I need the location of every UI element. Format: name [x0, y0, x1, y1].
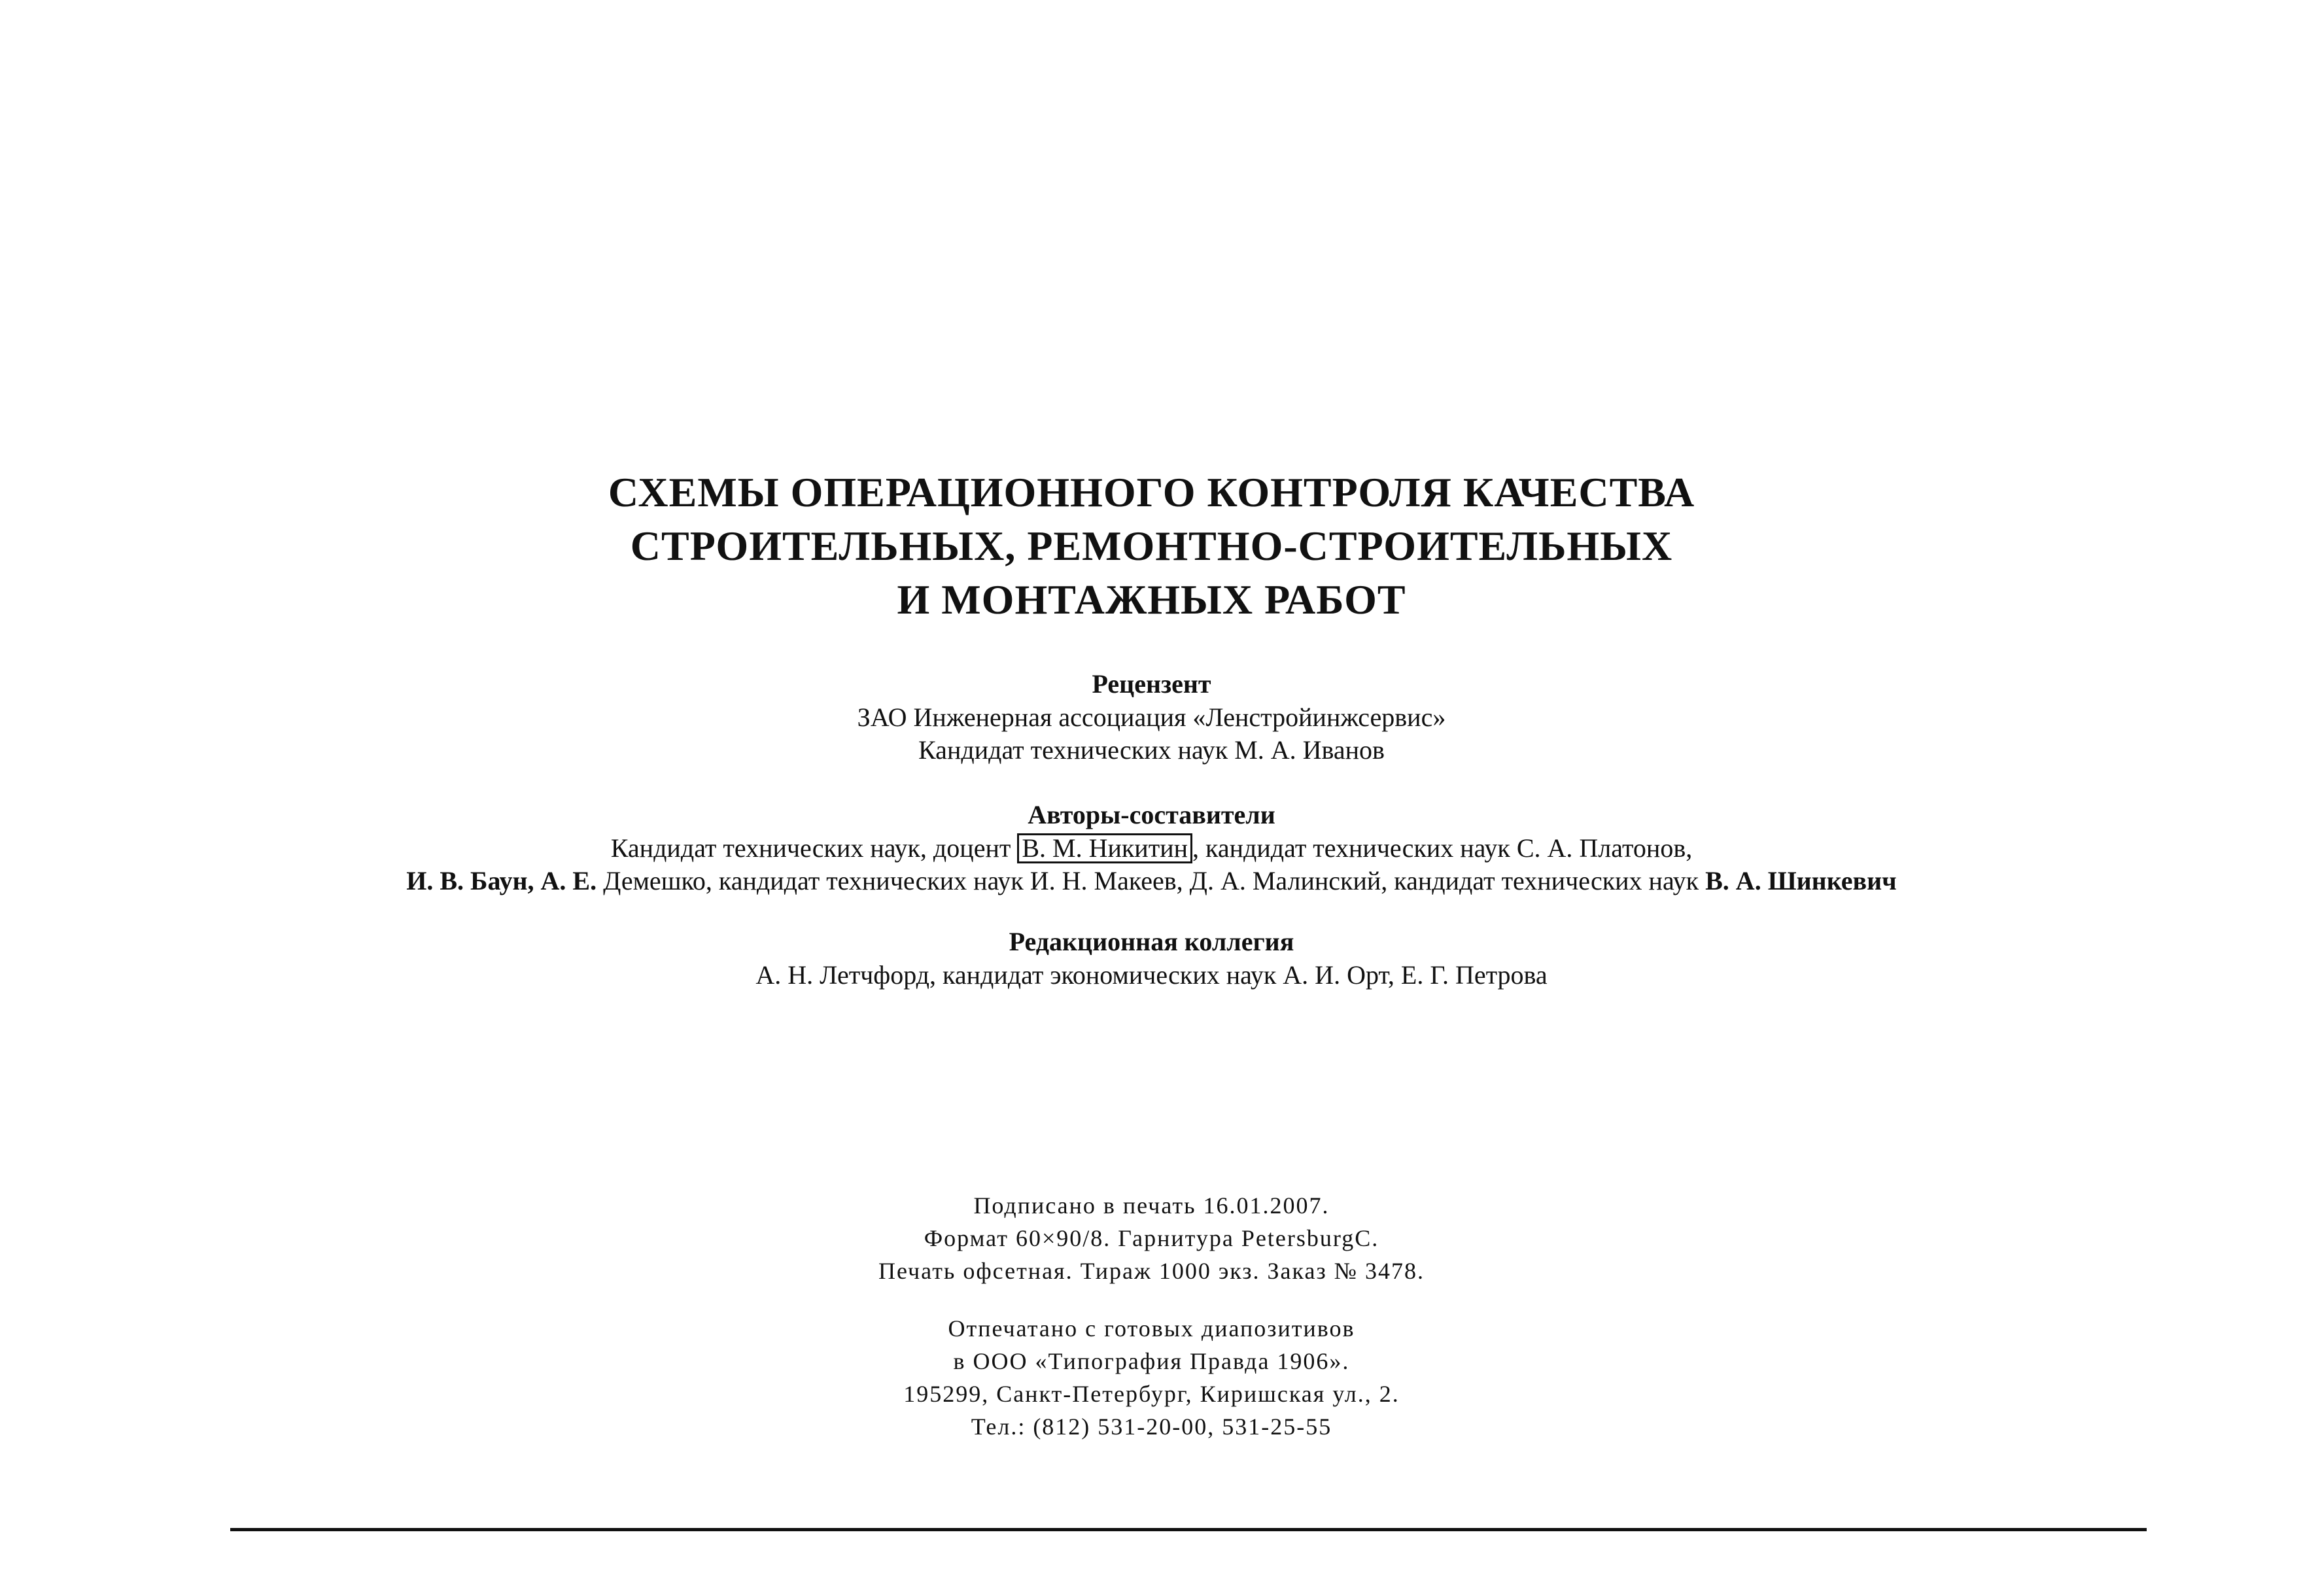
- title-line-1: СХЕМЫ ОПЕРАЦИОННОГО КОНТРОЛЯ КАЧЕСТВА: [608, 469, 1695, 515]
- reviewer-heading: Рецензент: [1092, 669, 1211, 699]
- imprint-printed-from: Отпечатано с готовых диапозитивов: [948, 1315, 1355, 1342]
- imprint-spacer: [0, 1287, 2303, 1312]
- imprint-printer: в ООО «Типография Правда 1906».: [953, 1348, 1350, 1374]
- reviewer-organization: ЗАО Инженерная ассоциация «Ленстройинжсервис»: [857, 703, 1446, 732]
- authors-line-1: [0, 832, 2303, 865]
- imprint-address: 195299, Санкт-Петербург, Киришская ул., 2.: [903, 1381, 1400, 1407]
- authors-line-2: [0, 865, 2303, 897]
- editors-list: А. Н. Летчфорд, кандидат экономических наук А. И. Орт, Е. Г. Петрова: [755, 960, 1548, 990]
- reviewer-section: [0, 667, 2303, 767]
- imprint-phone: Тел.: (812) 531-20-00, 531-25-55: [971, 1414, 1332, 1440]
- imprint-section: [0, 1189, 2303, 1443]
- title-line-2: СТРОИТЕЛЬНЫХ, РЕМОНТНО-СТРОИТЕЛЬНЫХ: [630, 523, 1673, 569]
- editors-heading: Редакционная коллегия: [1009, 927, 1294, 956]
- highlighted-author-name: В. М. Никитин: [1017, 833, 1192, 863]
- authors-line-2-bold-end: В. А. Шинкевич: [1705, 866, 1897, 895]
- editors-section: [0, 925, 2303, 992]
- imprint-format: Формат 60×90/8. Гарнитура PetersburgC.: [924, 1225, 1379, 1251]
- authors-section: [0, 798, 2303, 897]
- title-line-3: И МОНТАЖНЫХ РАБОТ: [897, 576, 1406, 623]
- reviewer-person: Кандидат технических наук М. А. Иванов: [918, 735, 1385, 765]
- authors-line-1-suffix: , кандидат технических наук С. А. Платонов,: [1192, 833, 1693, 863]
- imprint-signed: Подписано в печать 16.01.2007.: [973, 1192, 1330, 1219]
- authors-heading: Авторы-составители: [1028, 800, 1275, 829]
- imprint-print-run: Печать офсетная. Тираж 1000 экз. Заказ № 3478.: [878, 1258, 1425, 1284]
- document-title: [0, 466, 2303, 627]
- authors-line-2-bold-start: И. В. Баун, А. Е.: [406, 866, 597, 895]
- authors-line-2-middle: Демешко, кандидат технических наук И. Н. Макеев, Д. А. Малинский, кандидат технических наук: [597, 866, 1706, 895]
- bottom-rule: [230, 1528, 2147, 1531]
- authors-line-1-prefix: Кандидат технических наук, доцент: [610, 833, 1018, 863]
